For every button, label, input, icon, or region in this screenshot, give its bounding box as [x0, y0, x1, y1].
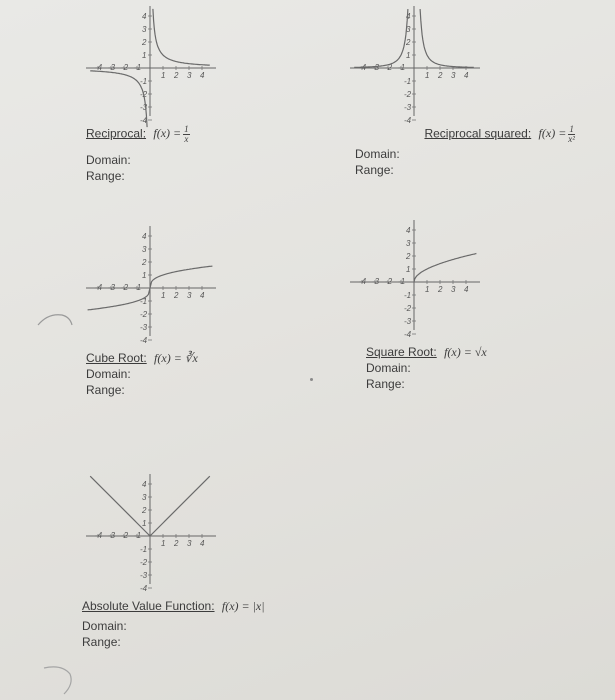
y-tick-label: 3 [142, 493, 147, 502]
x-tick-label: -4 [359, 277, 367, 286]
range-label: Range: [86, 383, 125, 397]
absolute-value-title: Absolute Value Function: [82, 599, 215, 613]
pencil-mark-left [36, 305, 76, 335]
formula-lhs: f(x) = [153, 126, 182, 141]
y-tick-label: 3 [142, 25, 147, 34]
y-tick-label: 3 [142, 245, 147, 254]
reciprocal-title: Reciprocal: [86, 126, 147, 141]
pencil-mark-bottom [40, 662, 80, 698]
x-tick-label: -2 [385, 277, 393, 286]
x-tick-label: -1 [134, 283, 142, 292]
absolute-value-labels [82, 598, 265, 650]
x-tick-label: 1 [425, 285, 430, 294]
cube-root-formula: f(x) = ∛x [154, 351, 198, 365]
square-root-labels [366, 344, 487, 392]
cube-root-title: Cube Root: [86, 351, 147, 365]
x-tick-label: 1 [161, 291, 166, 300]
range-label: Range: [82, 635, 121, 649]
x-tick-label: 1 [161, 539, 166, 548]
cube-root-labels [86, 350, 198, 398]
x-tick-label: 3 [451, 285, 456, 294]
domain-label: Domain: [86, 367, 131, 381]
y-tick-label: 4 [406, 226, 411, 235]
x-tick-label: -2 [121, 531, 129, 540]
x-tick-label: 3 [187, 71, 192, 80]
square-root-curve [414, 254, 476, 283]
x-tick-label: 2 [174, 71, 179, 80]
x-tick-label: 4 [200, 539, 205, 548]
x-tick-label: 2 [438, 71, 443, 80]
formula-lhs: f(x) = [538, 126, 567, 141]
square-root-title: Square Root: [366, 345, 437, 359]
cube-root-graph [80, 222, 220, 345]
y-tick-label: 2 [142, 38, 147, 47]
fraction-numerator: 1 [569, 124, 574, 134]
y-tick-label: 4 [142, 12, 147, 21]
y-tick-label: -2 [140, 558, 148, 567]
reciprocal-squared-title: Reciprocal squared: [424, 126, 532, 141]
reciprocal-graph-svg [80, 2, 220, 125]
y-tick-label: -1 [404, 291, 412, 300]
fraction-numerator: 1 [184, 124, 189, 134]
y-tick-label: -1 [140, 545, 148, 554]
y-tick-label: 4 [142, 232, 147, 241]
y-tick-label: 4 [142, 480, 147, 489]
curve-q1 [153, 9, 210, 65]
axes [86, 6, 216, 116]
domain-label: Domain: [355, 147, 400, 161]
square-root-graph [344, 216, 484, 339]
y-tick-label: -4 [140, 584, 148, 593]
x-tick-label: -1 [398, 63, 406, 72]
x-tick-label: 3 [187, 539, 192, 548]
y-tick-label: -3 [140, 323, 148, 332]
y-tick-label: -2 [140, 90, 148, 99]
x-tick-label: -4 [95, 531, 103, 540]
x-tick-label: -4 [95, 63, 103, 72]
fraction [568, 125, 575, 144]
curve-left [354, 9, 411, 67]
x-tick-label: -2 [385, 63, 393, 72]
y-tick-label: -4 [140, 336, 148, 345]
y-tick-label: -2 [404, 304, 412, 313]
x-tick-label: 4 [464, 285, 469, 294]
x-tick-label: -4 [95, 283, 103, 292]
reciprocal-squared-labels [355, 125, 575, 178]
x-tick-label: -1 [134, 63, 142, 72]
y-tick-label: -2 [404, 90, 412, 99]
y-tick-label: 1 [406, 265, 411, 274]
dot-mark [310, 378, 313, 381]
fraction-denominator: x² [568, 134, 575, 144]
fraction [183, 125, 190, 144]
y-tick-label: 2 [406, 252, 411, 261]
y-tick-label: 2 [406, 38, 411, 47]
x-tick-label: 4 [464, 71, 469, 80]
x-tick-label: -3 [108, 63, 116, 72]
curve-right [420, 9, 474, 67]
x-tick-label: -3 [108, 283, 116, 292]
y-tick-label: -4 [140, 116, 148, 125]
x-tick-label: 4 [200, 291, 205, 300]
absolute-value-formula: f(x) = |x| [221, 599, 265, 613]
y-tick-label: -1 [140, 77, 148, 86]
square-root-graph-svg [344, 216, 484, 339]
x-tick-label: -2 [121, 63, 129, 72]
x-tick-label: -1 [134, 531, 142, 540]
reciprocal-graph [80, 2, 220, 125]
x-tick-label: 3 [451, 71, 456, 80]
x-tick-label: 3 [187, 291, 192, 300]
axes [86, 226, 216, 336]
y-tick-label: -1 [140, 297, 148, 306]
range-label: Range: [366, 377, 405, 391]
axes [86, 474, 216, 584]
y-tick-label: 3 [406, 25, 411, 34]
reciprocal-squared-graph-svg [344, 2, 484, 125]
x-tick-label: -2 [121, 283, 129, 292]
y-tick-label: -2 [140, 310, 148, 319]
y-tick-label: 4 [406, 12, 411, 21]
y-tick-label: -3 [140, 571, 148, 580]
y-tick-label: 1 [142, 271, 147, 280]
y-tick-label: 1 [142, 51, 147, 60]
square-root-formula: f(x) = √x [444, 345, 487, 359]
y-tick-label: 1 [142, 519, 147, 528]
reciprocal-labels [86, 125, 190, 184]
y-tick-label: -4 [404, 330, 412, 339]
curve-q3 [90, 71, 147, 127]
axes [350, 6, 480, 116]
fraction-denominator: x [184, 134, 189, 144]
axes [350, 220, 480, 330]
x-tick-label: 1 [161, 71, 166, 80]
x-tick-label: 1 [425, 71, 430, 80]
range-label: Range: [355, 163, 394, 177]
y-tick-label: -3 [404, 103, 412, 112]
x-tick-label: -3 [108, 531, 116, 540]
x-tick-label: -3 [372, 277, 380, 286]
y-tick-label: -1 [404, 77, 412, 86]
absolute-value-graph [80, 470, 220, 593]
x-tick-label: 2 [174, 291, 179, 300]
y-tick-label: -3 [404, 317, 412, 326]
reciprocal-formula [153, 124, 189, 144]
x-tick-label: -4 [359, 63, 367, 72]
x-tick-label: -3 [372, 63, 380, 72]
y-tick-label: -4 [404, 116, 412, 125]
reciprocal-squared-formula [538, 124, 575, 144]
y-tick-label: 3 [406, 239, 411, 248]
domain-label: Domain: [86, 153, 131, 167]
domain-label: Domain: [82, 619, 127, 633]
x-tick-label: 2 [438, 285, 443, 294]
range-label: Range: [86, 169, 125, 183]
y-tick-label: 1 [406, 51, 411, 60]
reciprocal-squared-graph [344, 2, 484, 125]
absolute-value-graph-svg [80, 470, 220, 593]
cube-root-graph-svg [80, 222, 220, 345]
y-tick-label: 2 [142, 506, 147, 515]
y-tick-label: -3 [140, 103, 148, 112]
y-tick-label: 2 [142, 258, 147, 267]
x-tick-label: 4 [200, 71, 205, 80]
domain-label: Domain: [366, 361, 411, 375]
x-tick-label: 2 [174, 539, 179, 548]
x-tick-label: -1 [398, 277, 406, 286]
